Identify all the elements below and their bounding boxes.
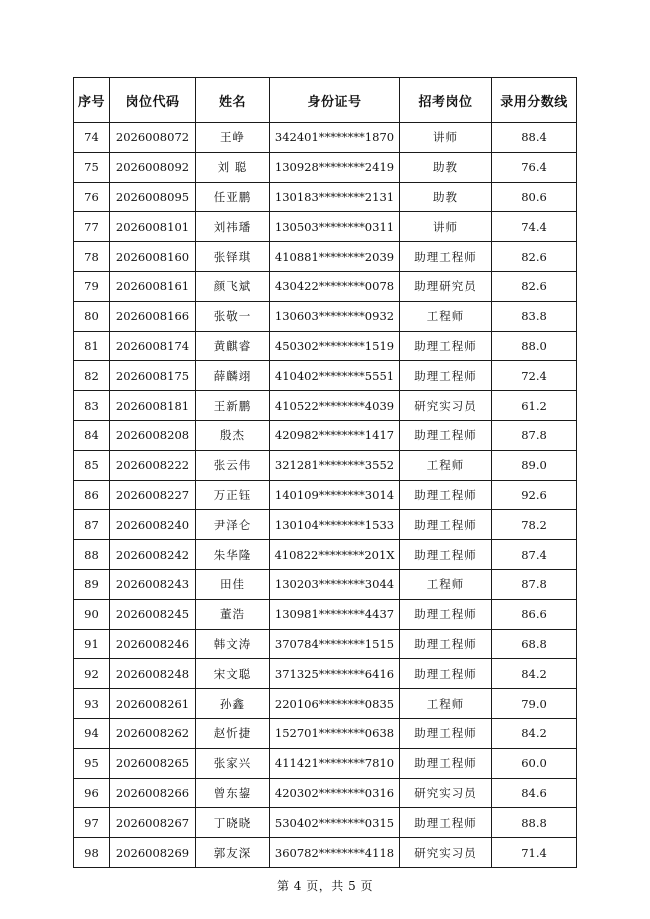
cell-id-number: 410822********201X	[270, 540, 400, 570]
table-row	[74, 718, 577, 748]
cell-score: 71.4	[492, 838, 577, 868]
cell-name: 任亚鹏	[196, 182, 270, 212]
cell-name: 朱华隆	[196, 540, 270, 570]
cell-name: 丁晓晓	[196, 808, 270, 838]
cell-seq: 97	[74, 808, 110, 838]
cell-post-code: 2026008248	[110, 659, 196, 689]
cell-id-number: 130203********3044	[270, 569, 400, 599]
cell-id-number: 360782********4118	[270, 838, 400, 868]
cell-position: 助理工程师	[400, 510, 492, 540]
table-row	[74, 808, 577, 838]
cell-id-number: 420982********1417	[270, 420, 400, 450]
cell-id-number: 411421********7810	[270, 748, 400, 778]
cell-score: 83.8	[492, 301, 577, 331]
cell-seq: 87	[74, 510, 110, 540]
cell-score: 84.2	[492, 718, 577, 748]
cell-score: 68.8	[492, 629, 577, 659]
header-position: 招考岗位	[400, 78, 492, 123]
cell-seq: 96	[74, 778, 110, 808]
cell-score: 79.0	[492, 689, 577, 719]
table-body	[74, 123, 577, 868]
cell-id-number: 130183********2131	[270, 182, 400, 212]
cell-score: 61.2	[492, 391, 577, 421]
cell-position: 助理工程师	[400, 748, 492, 778]
cell-position: 研究实习员	[400, 778, 492, 808]
cell-position: 讲师	[400, 212, 492, 242]
cell-name: 曾东鋆	[196, 778, 270, 808]
cell-name: 尹泽仑	[196, 510, 270, 540]
cell-name: 张家兴	[196, 748, 270, 778]
cell-name: 张云伟	[196, 450, 270, 480]
table-row	[74, 778, 577, 808]
cell-name: 刘 聪	[196, 152, 270, 182]
cell-post-code: 2026008245	[110, 599, 196, 629]
cell-post-code: 2026008261	[110, 689, 196, 719]
cell-post-code: 2026008101	[110, 212, 196, 242]
cell-id-number: 130928********2419	[270, 152, 400, 182]
cell-name: 赵忻捷	[196, 718, 270, 748]
cell-position: 工程师	[400, 301, 492, 331]
cell-post-code: 2026008266	[110, 778, 196, 808]
cell-post-code: 2026008160	[110, 242, 196, 272]
table-row	[74, 301, 577, 331]
cell-score: 74.4	[492, 212, 577, 242]
cell-name: 董浩	[196, 599, 270, 629]
table-row	[74, 748, 577, 778]
cell-post-code: 2026008208	[110, 420, 196, 450]
cell-position: 助理工程师	[400, 540, 492, 570]
cell-name: 韩文涛	[196, 629, 270, 659]
table-row	[74, 271, 577, 301]
cell-position: 助理工程师	[400, 718, 492, 748]
cell-id-number: 530402********0315	[270, 808, 400, 838]
cell-post-code: 2026008175	[110, 361, 196, 391]
cell-position: 工程师	[400, 569, 492, 599]
cell-post-code: 2026008246	[110, 629, 196, 659]
cell-seq: 98	[74, 838, 110, 868]
cell-score: 87.8	[492, 569, 577, 599]
cell-post-code: 2026008174	[110, 331, 196, 361]
cell-position: 助理工程师	[400, 331, 492, 361]
cell-id-number: 130603********0932	[270, 301, 400, 331]
cell-score: 88.4	[492, 123, 577, 153]
cell-post-code: 2026008243	[110, 569, 196, 599]
cell-seq: 81	[74, 331, 110, 361]
cell-position: 助理工程师	[400, 361, 492, 391]
cell-seq: 84	[74, 420, 110, 450]
cell-post-code: 2026008095	[110, 182, 196, 212]
cell-score: 72.4	[492, 361, 577, 391]
cell-score: 76.4	[492, 152, 577, 182]
cell-position: 讲师	[400, 123, 492, 153]
cell-seq: 94	[74, 718, 110, 748]
cell-post-code: 2026008269	[110, 838, 196, 868]
table-row	[74, 599, 577, 629]
cell-id-number: 371325********6416	[270, 659, 400, 689]
table-row	[74, 242, 577, 272]
cell-score: 80.6	[492, 182, 577, 212]
cell-id-number: 370784********1515	[270, 629, 400, 659]
cell-position: 工程师	[400, 450, 492, 480]
cell-id-number: 450302********1519	[270, 331, 400, 361]
cell-seq: 80	[74, 301, 110, 331]
cell-name: 万正钰	[196, 480, 270, 510]
cell-seq: 76	[74, 182, 110, 212]
cell-seq: 77	[74, 212, 110, 242]
cell-id-number: 152701********0638	[270, 718, 400, 748]
cell-post-code: 2026008181	[110, 391, 196, 421]
table-row	[74, 361, 577, 391]
table-row	[74, 480, 577, 510]
table-row	[74, 629, 577, 659]
cell-score: 84.6	[492, 778, 577, 808]
table-row	[74, 420, 577, 450]
cell-id-number: 420302********0316	[270, 778, 400, 808]
cell-seq: 83	[74, 391, 110, 421]
cell-seq: 89	[74, 569, 110, 599]
cell-post-code: 2026008240	[110, 510, 196, 540]
header-name: 姓名	[196, 78, 270, 123]
cell-name: 王峥	[196, 123, 270, 153]
cell-name: 郭友深	[196, 838, 270, 868]
cell-post-code: 2026008242	[110, 540, 196, 570]
cell-position: 助理工程师	[400, 242, 492, 272]
cell-score: 89.0	[492, 450, 577, 480]
cell-id-number: 410881********2039	[270, 242, 400, 272]
cell-id-number: 410402********5551	[270, 361, 400, 391]
cell-score: 86.6	[492, 599, 577, 629]
header-id-number: 身份证号	[270, 78, 400, 123]
cell-seq: 95	[74, 748, 110, 778]
cell-seq: 93	[74, 689, 110, 719]
cell-name: 张铎琪	[196, 242, 270, 272]
cell-id-number: 321281********3552	[270, 450, 400, 480]
cell-position: 助教	[400, 152, 492, 182]
cell-post-code: 2026008262	[110, 718, 196, 748]
cell-seq: 75	[74, 152, 110, 182]
cell-name: 黄麒睿	[196, 331, 270, 361]
cell-score: 87.4	[492, 540, 577, 570]
cell-name: 刘祎璠	[196, 212, 270, 242]
cell-id-number: 130104********1533	[270, 510, 400, 540]
table-row	[74, 123, 577, 153]
cell-post-code: 2026008161	[110, 271, 196, 301]
cell-score: 88.0	[492, 331, 577, 361]
cell-position: 助理工程师	[400, 420, 492, 450]
table-row	[74, 689, 577, 719]
table-row	[74, 212, 577, 242]
cell-id-number: 342401********1870	[270, 123, 400, 153]
cell-post-code: 2026008072	[110, 123, 196, 153]
cell-seq: 88	[74, 540, 110, 570]
cell-position: 工程师	[400, 689, 492, 719]
cell-name: 田佳	[196, 569, 270, 599]
cell-position: 助理研究员	[400, 271, 492, 301]
cell-score: 82.6	[492, 242, 577, 272]
cell-post-code: 2026008166	[110, 301, 196, 331]
cell-name: 王新鹏	[196, 391, 270, 421]
cell-name: 颜飞斌	[196, 271, 270, 301]
cell-score: 60.0	[492, 748, 577, 778]
cell-position: 助理工程师	[400, 599, 492, 629]
cell-post-code: 2026008222	[110, 450, 196, 480]
cell-position: 助理工程师	[400, 480, 492, 510]
table-row	[74, 838, 577, 868]
table-header-row	[74, 78, 577, 123]
header-score: 录用分数线	[492, 78, 577, 123]
page-number: 第 4 页，共 5 页	[276, 879, 374, 893]
cell-name: 宋文聪	[196, 659, 270, 689]
cell-name: 薛麟翊	[196, 361, 270, 391]
cell-seq: 74	[74, 123, 110, 153]
cell-score: 78.2	[492, 510, 577, 540]
cell-post-code: 2026008092	[110, 152, 196, 182]
cell-seq: 85	[74, 450, 110, 480]
table-row	[74, 659, 577, 689]
cell-post-code: 2026008265	[110, 748, 196, 778]
cell-seq: 91	[74, 629, 110, 659]
cell-position: 助教	[400, 182, 492, 212]
cell-id-number: 140109********3014	[270, 480, 400, 510]
cell-seq: 79	[74, 271, 110, 301]
cell-name: 张敬一	[196, 301, 270, 331]
cell-seq: 90	[74, 599, 110, 629]
header-post-code: 岗位代码	[110, 78, 196, 123]
cell-score: 88.8	[492, 808, 577, 838]
cell-position: 研究实习员	[400, 838, 492, 868]
cell-score: 92.6	[492, 480, 577, 510]
cell-position: 助理工程师	[400, 659, 492, 689]
cell-post-code: 2026008227	[110, 480, 196, 510]
table-row	[74, 182, 577, 212]
table-row	[74, 331, 577, 361]
header-seq: 序号	[74, 78, 110, 123]
cell-score: 87.8	[492, 420, 577, 450]
cell-seq: 92	[74, 659, 110, 689]
cell-position: 助理工程师	[400, 808, 492, 838]
cell-name: 孙鑫	[196, 689, 270, 719]
table-row	[74, 152, 577, 182]
cell-seq: 86	[74, 480, 110, 510]
cell-id-number: 130503********0311	[270, 212, 400, 242]
table-row	[74, 569, 577, 599]
cell-id-number: 220106********0835	[270, 689, 400, 719]
cell-name: 殷杰	[196, 420, 270, 450]
table-row	[74, 450, 577, 480]
cell-position: 助理工程师	[400, 629, 492, 659]
admission-score-table	[73, 77, 577, 868]
cell-id-number: 130981********4437	[270, 599, 400, 629]
cell-post-code: 2026008267	[110, 808, 196, 838]
cell-position: 研究实习员	[400, 391, 492, 421]
cell-id-number: 410522********4039	[270, 391, 400, 421]
table-row	[74, 540, 577, 570]
cell-id-number: 430422********0078	[270, 271, 400, 301]
table-row	[74, 391, 577, 421]
cell-seq: 82	[74, 361, 110, 391]
cell-score: 84.2	[492, 659, 577, 689]
cell-seq: 78	[74, 242, 110, 272]
cell-score: 82.6	[492, 271, 577, 301]
table-row	[74, 510, 577, 540]
